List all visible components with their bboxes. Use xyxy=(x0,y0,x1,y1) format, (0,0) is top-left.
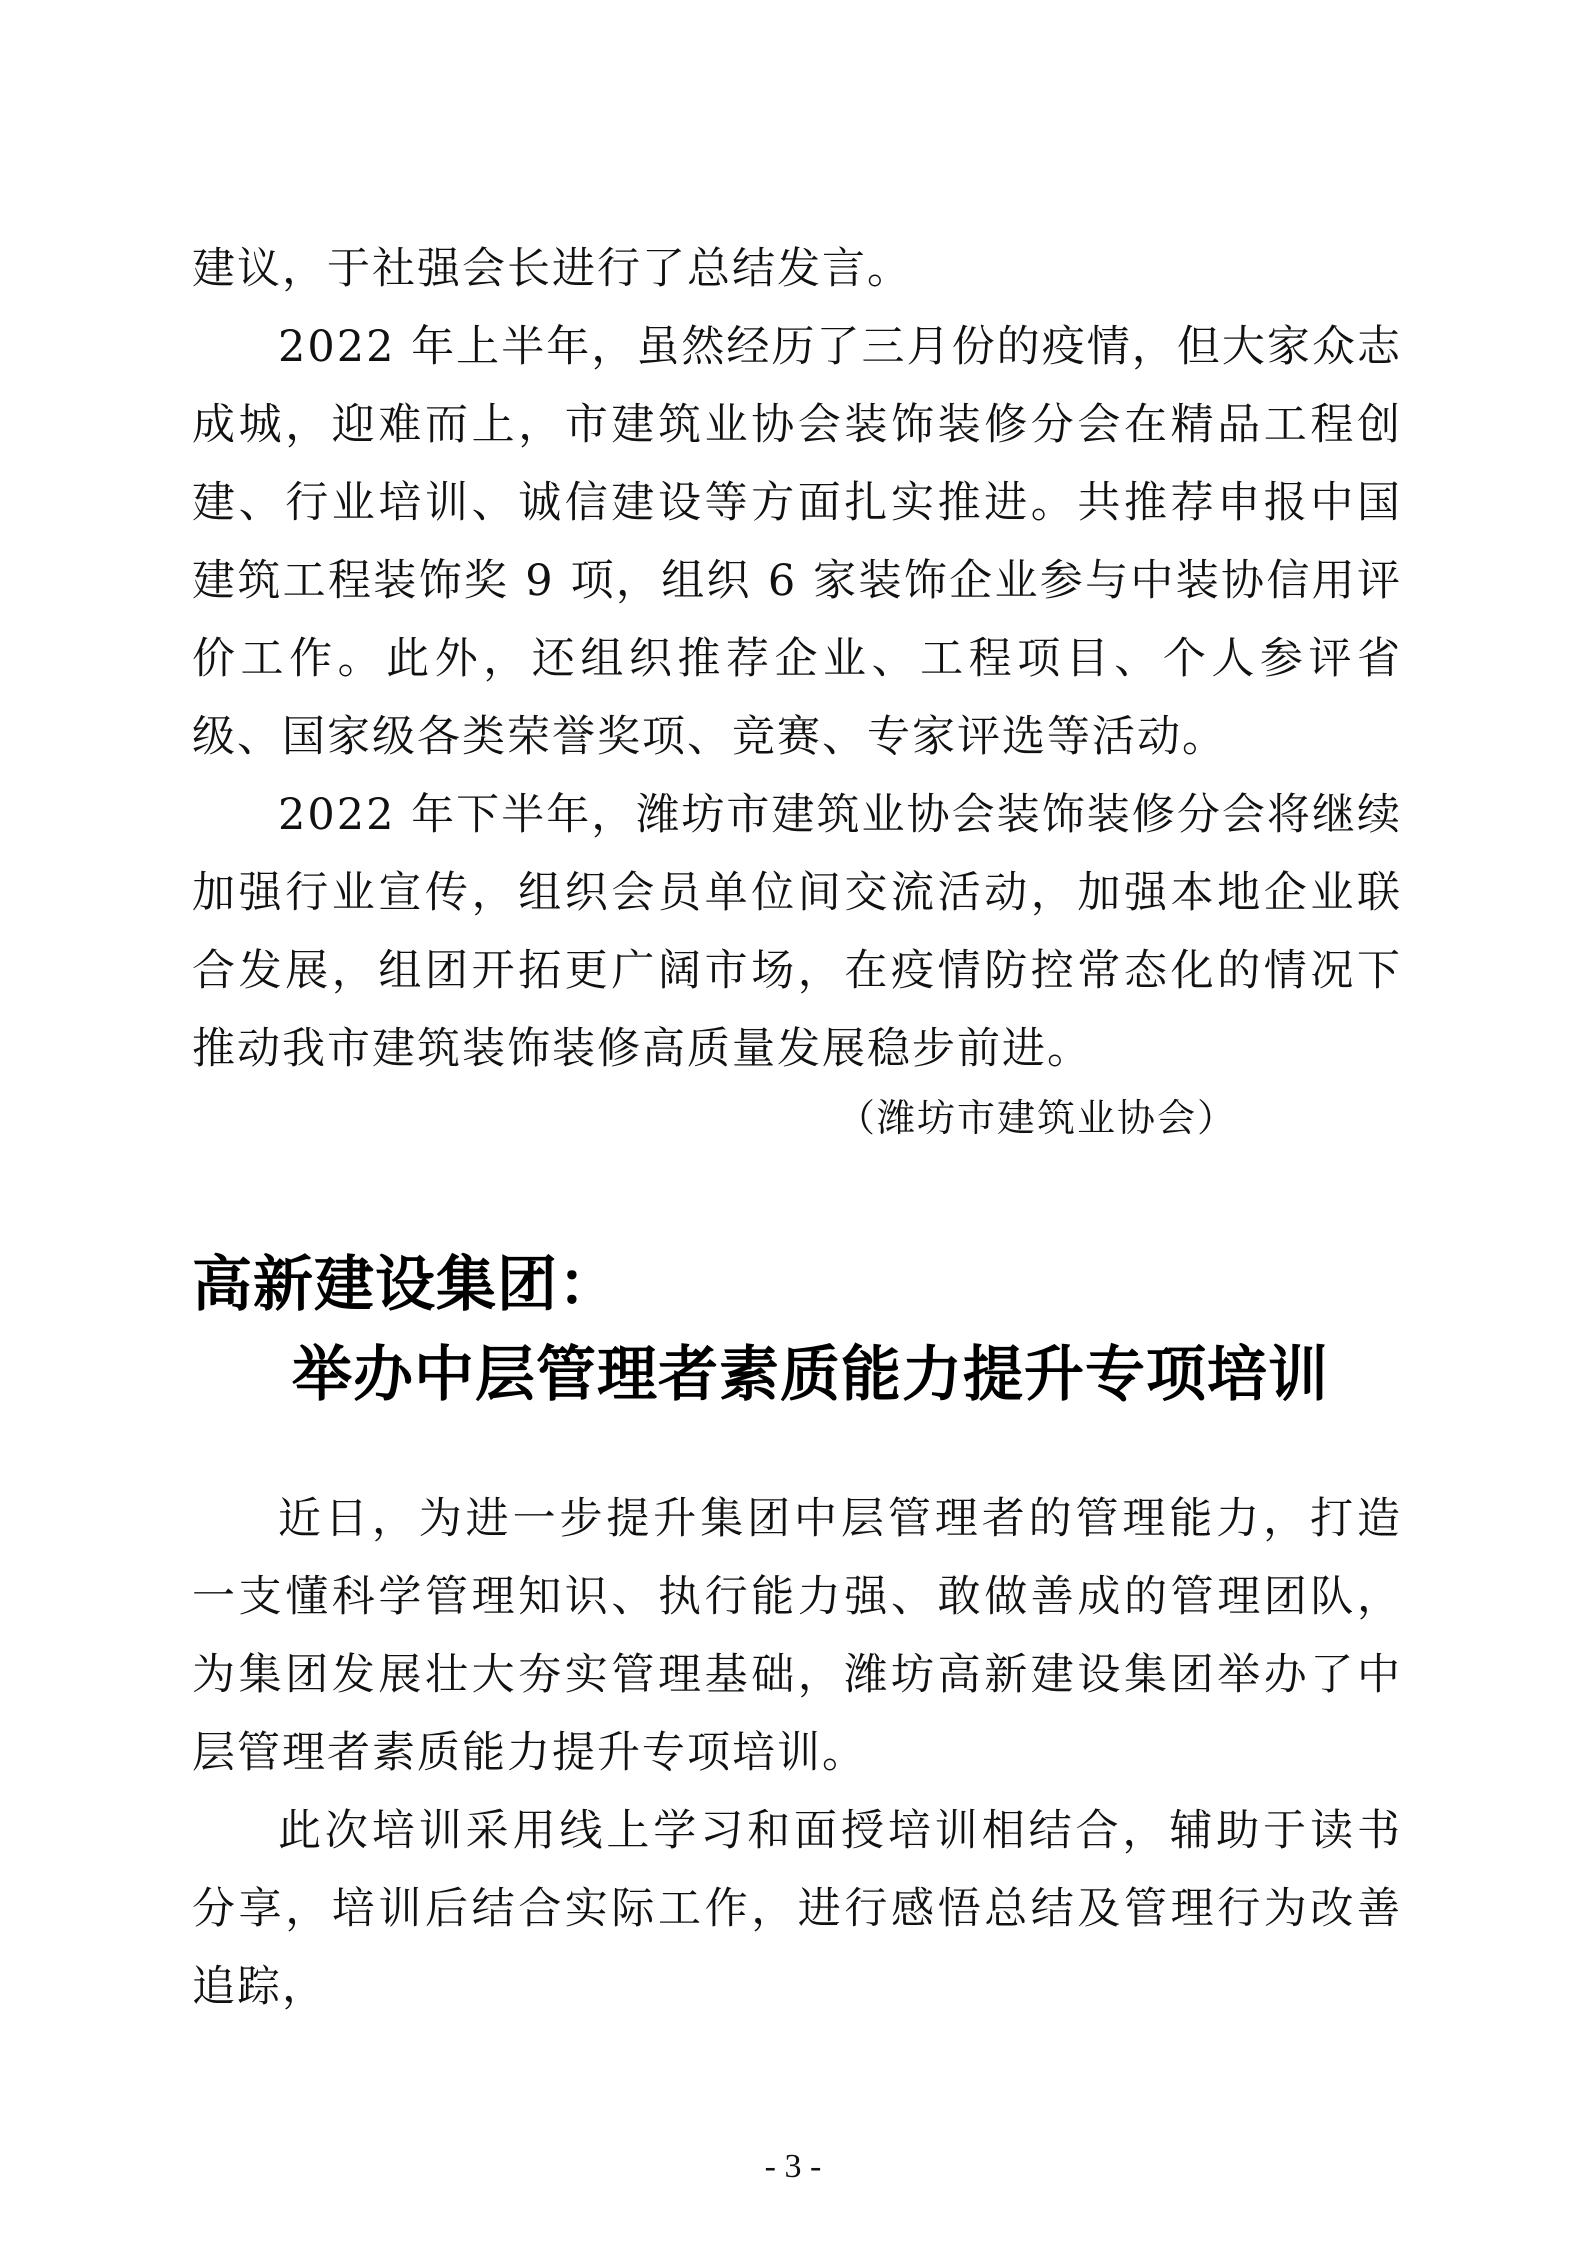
paragraph-first-half-2022: 2022 年上半年，虽然经历了三月份的疫情，但大家众志成城，迎难而上，市建筑业协会装饰装修分会在精品工程创建、行业培训、诚信建设等方面扎实推进。共推荐申报中国建筑工程装饰奖 9 项，组织 6 家装饰企业参与中装协信用评价工作。此外，还组织推荐企业、工程项目、个人参评省级、国家级各类荣誉奖项、竞赛、专家评选等活动。 xyxy=(192,322,1402,762)
paragraph-second-half-2022: 2022 年下半年，潍坊市建筑业协会装饰装修分会将继续加强行业宣传，组织会员单位间交流活动，加强本地企业联合发展，组团开拓更广阔市场，在疫情防控常态化的情况下推动我市建筑装饰装修高质量发展稳步前进。 xyxy=(192,790,1402,1074)
article-2-title xyxy=(192,1240,1402,1420)
article-2-title-line-2: 举办中层管理者素质能力提升专项培训 xyxy=(292,1340,1329,1410)
article-2-body xyxy=(192,1480,1402,2026)
paragraph-training-intro: 近日，为进一步提升集团中层管理者的管理能力，打造一支懂科学管理知识、执行能力强、敢做善成的管理团队，为集团发展壮大夯实管理基础，潍坊高新建设集团举办了中层管理者素质能力提升专项培训。 xyxy=(192,1494,1402,1778)
article-1-body xyxy=(192,230,1402,1148)
page-number: - 3 - xyxy=(764,2148,822,2185)
paragraph-continuation: 建议，于社强会长进行了总结发言。 xyxy=(192,244,912,294)
article-1-source: （潍坊市建筑业协会） xyxy=(836,1096,1237,1140)
article-2-title-line-1: 高新建设集团： xyxy=(192,1250,619,1320)
paragraph-training-method: 此次培训采用线上学习和面授培训相结合，辅助于读书分享，培训后结合实际工作，进行感悟总结及管理行为改善追踪， xyxy=(192,1806,1402,2012)
